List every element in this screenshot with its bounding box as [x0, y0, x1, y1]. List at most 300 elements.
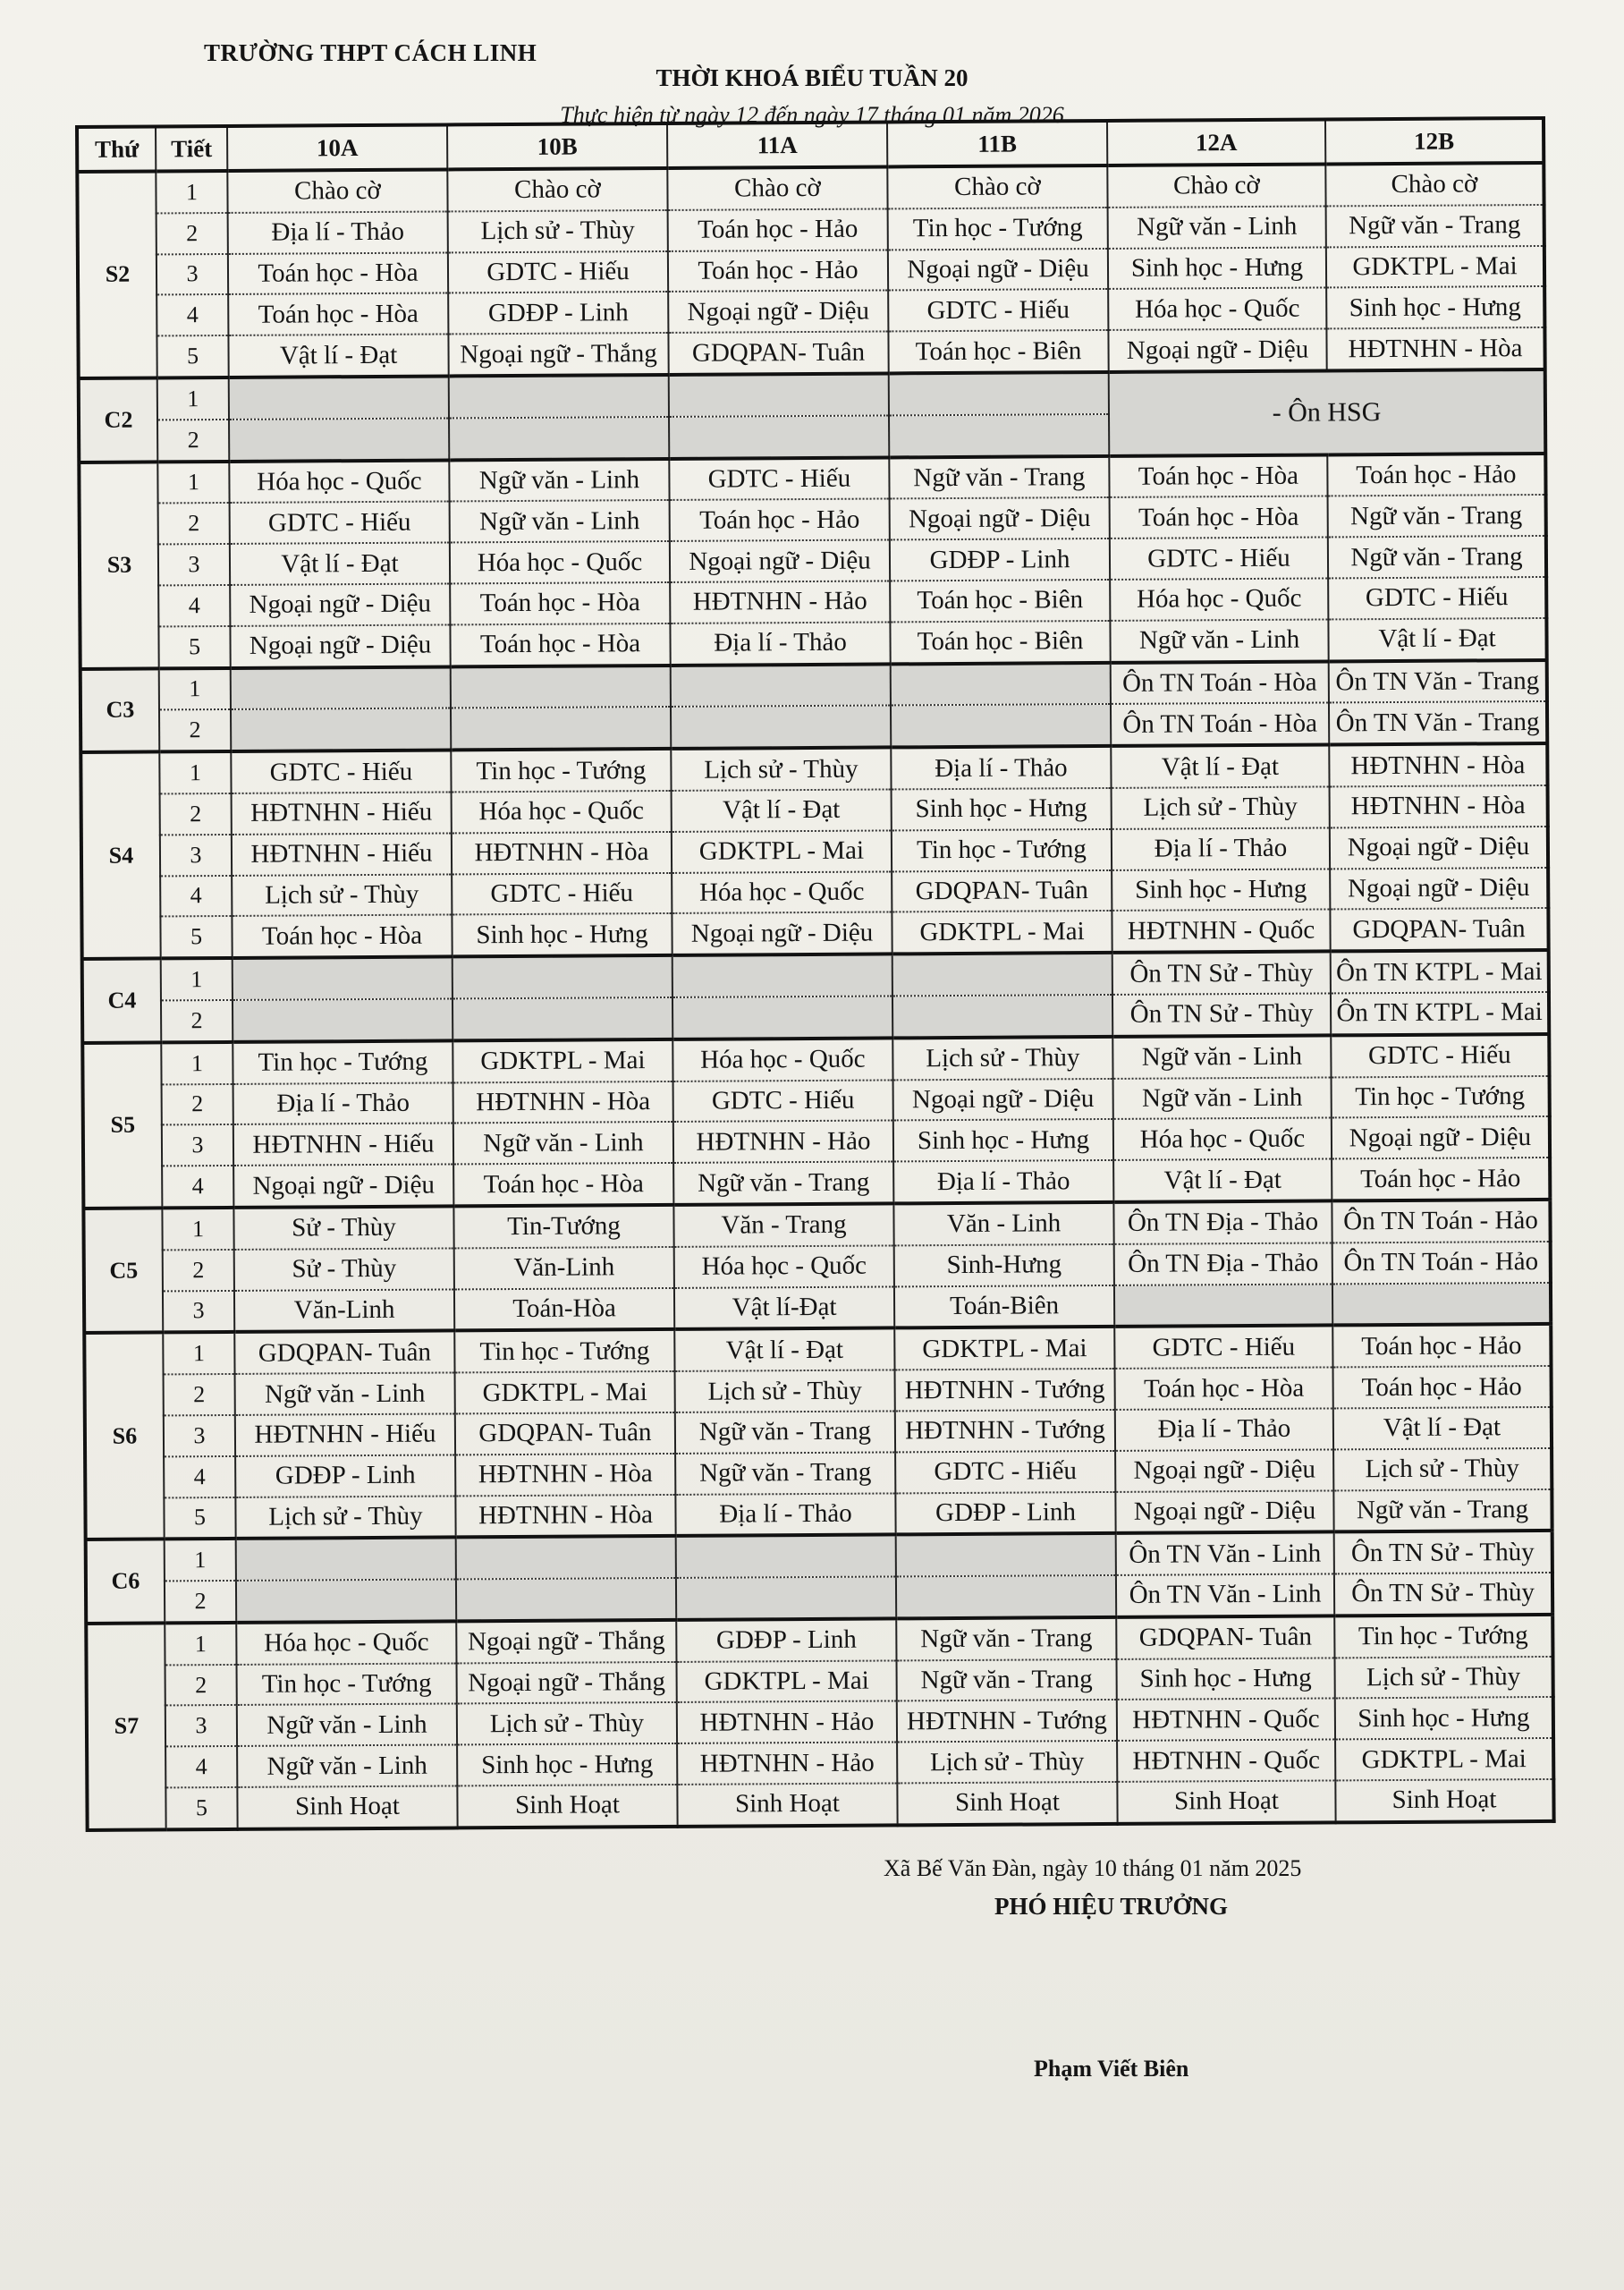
- lesson-cell: Sinh học - Hưng: [1326, 286, 1544, 328]
- lesson-cell: Ngữ văn - Trang: [675, 1452, 895, 1494]
- review-cell: Ôn TN Toán - Hòa: [1111, 661, 1329, 704]
- lesson-cell: HĐTNHN - Tướng: [897, 1700, 1117, 1742]
- lesson-cell: Ngoại ngữ - Diệu: [672, 912, 892, 955]
- lesson-cell: Sinh học - Hưng: [452, 913, 672, 956]
- lesson-cell: GDKTPL - Mai: [677, 1660, 897, 1702]
- empty-cell: [449, 417, 669, 460]
- lesson-cell: Địa lí - Thảo: [675, 1493, 895, 1536]
- lesson-cell: Toán học - Hòa: [228, 252, 448, 294]
- empty-cell: [453, 955, 672, 998]
- page-title: THỜI KHOÁ BIỂU TUẦN 20: [656, 64, 968, 91]
- lesson-cell: Toán học - Hòa: [1110, 496, 1328, 539]
- lesson-cell: GDKTPL - Mai: [1335, 1738, 1553, 1780]
- period-cell: 4: [165, 1746, 237, 1787]
- review-cell: Ôn TN Sử - Thùy: [1334, 1531, 1552, 1573]
- lesson-cell: GDQPAN- Tuân: [1116, 1616, 1334, 1658]
- lesson-cell: Toán học - Hòa: [450, 623, 670, 666]
- lesson-cell: HĐTNHN - Quốc: [1117, 1699, 1335, 1741]
- lesson-cell: Ngoại ngữ - Diệu: [1330, 868, 1548, 910]
- lesson-cell: Ngoại ngữ - Diệu: [1108, 329, 1326, 372]
- lesson-cell: GDĐP - Linh: [676, 1618, 896, 1661]
- lesson-cell: Hóa học - Quốc: [452, 791, 672, 833]
- review-cell: Ôn TN Toán - Hòa: [1111, 703, 1329, 746]
- day-label-s4: S4: [80, 752, 160, 960]
- period-cell: 5: [165, 1787, 237, 1829]
- signature-place-date: Xã Bế Văn Đàn, ngày 10 tháng 01 năm 2025: [884, 1855, 1302, 1881]
- lesson-cell: HĐTNHN - Hòa: [1326, 327, 1544, 370]
- lesson-cell: Toán học - Biên: [890, 580, 1110, 622]
- lesson-cell: Tin học - Tướng: [1334, 1615, 1552, 1658]
- period-cell: 1: [163, 1332, 234, 1374]
- empty-cell: [671, 706, 891, 749]
- lesson-cell: Địa lí - Thảo: [670, 622, 890, 665]
- lesson-cell: Sinh-Hưng: [894, 1244, 1114, 1286]
- lesson-cell: Toán học - Hảo: [1327, 454, 1545, 496]
- signer-role: PHÓ HIỆU TRƯỞNG: [994, 1893, 1229, 1920]
- period-cell: 1: [159, 668, 231, 710]
- lesson-cell: Tin học - Tướng: [451, 749, 671, 792]
- period-cell: 3: [160, 835, 232, 876]
- lesson-cell: Ngoại ngữ - Diệu: [1332, 1116, 1550, 1158]
- lesson-cell: Ngữ văn - Trang: [1328, 495, 1546, 537]
- empty-cell: [672, 954, 892, 997]
- lesson-cell: Vật lí - Đạt: [1113, 1159, 1332, 1202]
- period-cell: 2: [158, 503, 230, 544]
- lesson-cell: Ngữ văn - Linh: [1110, 619, 1328, 662]
- period-cell: 2: [161, 1000, 233, 1042]
- lesson-cell: Sinh học - Hưng: [892, 788, 1112, 830]
- review-cell: Ôn TN Sử - Thùy: [1112, 952, 1331, 995]
- period-cell: 2: [165, 1581, 236, 1623]
- lesson-cell: GDTC - Hiếu: [669, 457, 889, 500]
- lesson-cell: HĐTNHN - Hòa: [453, 1081, 673, 1123]
- period-cell: 1: [165, 1623, 236, 1665]
- signer-name: Phạm Viết Biên: [1034, 2056, 1189, 2082]
- review-cell: Ôn TN Văn - Trang: [1329, 701, 1547, 744]
- lesson-cell: Địa lí - Thảo: [228, 211, 448, 253]
- lesson-cell: Sinh Hoạt: [237, 1786, 457, 1829]
- period-cell: 1: [157, 377, 229, 420]
- empty-cell: [669, 415, 889, 458]
- lesson-cell: Sinh Hoạt: [1335, 1779, 1553, 1822]
- period-cell: 2: [156, 213, 228, 254]
- period-cell: 4: [160, 875, 232, 916]
- lesson-cell: HĐTNHN - Hảo: [677, 1743, 897, 1785]
- lesson-cell: Ngữ văn - Trang: [673, 1162, 893, 1205]
- lesson-cell: Vật lí - Đạt: [674, 1328, 894, 1371]
- period-cell: 5: [158, 626, 230, 668]
- review-cell: Ôn TN Sử - Thùy: [1334, 1573, 1552, 1616]
- col-header-10b: 10B: [447, 123, 667, 170]
- timetable-wrapper: [75, 116, 1552, 1832]
- lesson-cell: Sinh học - Hưng: [1108, 247, 1326, 289]
- lesson-cell: Tin học - Tướng: [233, 1040, 453, 1083]
- lesson-cell: Sinh học - Hưng: [1112, 869, 1330, 911]
- period-cell: 2: [160, 793, 232, 835]
- lesson-cell: HĐTNHN - Hiếu: [233, 1124, 453, 1166]
- lesson-cell: Lịch sử - Thùy: [448, 210, 668, 252]
- period-cell: 3: [158, 544, 230, 585]
- period-cell: 3: [163, 1290, 234, 1332]
- period-cell: 4: [164, 1456, 235, 1497]
- col-header-11b: 11B: [887, 121, 1107, 167]
- lesson-cell: Toán học - Hòa: [228, 293, 448, 335]
- lesson-cell: Hóa học - Quốc: [672, 1038, 892, 1081]
- lesson-cell: Ngoại ngữ - Thắng: [456, 1620, 676, 1663]
- lesson-cell: GDQPAN- Tuân: [1330, 908, 1548, 951]
- lesson-cell: Toán học - Hảo: [668, 250, 888, 292]
- lesson-cell: Văn-Linh: [454, 1247, 674, 1289]
- lesson-cell: Lịch sử - Thùy: [892, 1037, 1112, 1080]
- day-label-c6: C6: [86, 1539, 165, 1624]
- lesson-cell: Lịch sử - Thùy: [1334, 1657, 1552, 1699]
- period-cell: 5: [156, 335, 228, 377]
- lesson-cell: Chào cờ: [1325, 163, 1544, 206]
- lesson-cell: Sinh Hoạt: [677, 1783, 897, 1826]
- lesson-cell: GDTC - Hiếu: [895, 1451, 1115, 1493]
- lesson-cell: Tin học - Tướng: [1332, 1075, 1550, 1117]
- empty-cell: [456, 1536, 676, 1579]
- lesson-cell: GDĐP - Linh: [895, 1491, 1115, 1534]
- period-cell: 1: [159, 751, 231, 793]
- lesson-cell: HĐTNHN - Hiếu: [232, 792, 452, 834]
- empty-cell: [889, 372, 1109, 415]
- lesson-cell: Ngữ văn - Trang: [1333, 1488, 1552, 1531]
- lesson-cell: Hóa học - Quốc: [236, 1621, 456, 1664]
- day-label-c2: C2: [79, 377, 158, 462]
- lesson-cell: Ngữ văn - Trang: [897, 1659, 1117, 1701]
- lesson-cell: GDQPAN- Tuân: [234, 1331, 454, 1374]
- empty-cell: [236, 1580, 456, 1623]
- lesson-cell: Hóa học - Quốc: [1113, 1118, 1332, 1160]
- day-label-c3: C3: [80, 668, 160, 752]
- lesson-cell: Chào cờ: [887, 165, 1107, 208]
- review-cell: Ôn TN KTPL - Mai: [1331, 950, 1549, 993]
- lesson-cell: Lịch sử - Thùy: [457, 1702, 677, 1744]
- review-cell: Ôn TN Văn - Linh: [1116, 1532, 1334, 1575]
- empty-cell: [676, 1535, 896, 1578]
- review-cell: Ôn TN Địa - Thảo: [1114, 1243, 1332, 1285]
- lesson-cell: Sinh Hoạt: [1117, 1781, 1335, 1824]
- lesson-cell: Vật lí - Đạt: [1111, 745, 1329, 788]
- empty-cell: [896, 1533, 1116, 1576]
- lesson-cell: Vật lí - Đạt: [1328, 618, 1546, 661]
- period-cell: 1: [162, 1208, 233, 1250]
- timetable: [75, 116, 1556, 1832]
- period-cell: 5: [160, 916, 232, 958]
- col-header-period: Tiết: [156, 126, 227, 171]
- lesson-cell: Hóa học - Quốc: [450, 541, 670, 583]
- empty-cell: [449, 375, 669, 418]
- empty-cell: [229, 376, 449, 419]
- lesson-cell: Ngữ văn - Linh: [1108, 206, 1326, 248]
- lesson-cell: Toán học - Biên: [888, 330, 1108, 373]
- lesson-cell: GDTC - Hiếu: [1114, 1326, 1332, 1369]
- lesson-cell: Ngữ văn - Trang: [1328, 536, 1546, 578]
- lesson-cell: HĐTNHN - Hòa: [1330, 785, 1548, 827]
- empty-cell: [669, 373, 889, 416]
- period-cell: 1: [161, 958, 233, 1000]
- lesson-cell: Toán-Biên: [894, 1285, 1114, 1327]
- lesson-cell: GDKTPL - Mai: [672, 830, 892, 872]
- lesson-cell: GDTC - Hiếu: [1110, 538, 1328, 580]
- lesson-cell: Sinh Hoạt: [897, 1782, 1117, 1825]
- empty-cell: [671, 664, 891, 707]
- empty-cell: [672, 996, 892, 1039]
- lesson-cell: HĐTNHN - Hảo: [670, 581, 890, 623]
- lesson-cell: Sinh học - Hưng: [457, 1743, 677, 1785]
- lesson-cell: Ngoại ngữ - Thắng: [457, 1662, 677, 1704]
- lesson-cell: Ngoại ngữ - Diệu: [888, 249, 1108, 291]
- lesson-cell: HĐTNHN - Hảo: [673, 1121, 893, 1163]
- lesson-cell: Vật lí - Đạt: [672, 789, 892, 831]
- lesson-cell: Chào cờ: [227, 169, 447, 212]
- lesson-cell: GDKTPL - Mai: [455, 1371, 675, 1413]
- lesson-cell: GDQPAN- Tuân: [892, 869, 1112, 912]
- day-label-s3: S3: [79, 462, 158, 669]
- lesson-cell: Toán học - Hảo: [670, 499, 890, 541]
- lesson-cell: Sử - Thùy: [234, 1248, 454, 1290]
- col-header-day: Thứ: [77, 126, 156, 172]
- lesson-cell: Ngoại ngữ - Diệu: [230, 583, 450, 625]
- lesson-cell: HĐTNHN - Hiếu: [235, 1413, 455, 1455]
- lesson-cell: HĐTNHN - Hòa: [452, 832, 672, 874]
- lesson-cell: Ngữ văn - Trang: [889, 456, 1109, 499]
- period-cell: 5: [164, 1497, 235, 1539]
- period-cell: 2: [165, 1665, 237, 1706]
- lesson-cell: Sinh học - Hưng: [893, 1119, 1113, 1161]
- lesson-cell: Lịch sử - Thùy: [897, 1741, 1117, 1783]
- lesson-cell: Văn-Linh: [234, 1289, 454, 1332]
- lesson-cell: Ngoại ngữ - Diệu: [1115, 1490, 1333, 1533]
- lesson-cell: Sinh học - Hưng: [1116, 1658, 1334, 1700]
- lesson-cell: GDTC - Hiếu: [1331, 1034, 1549, 1077]
- lesson-cell: HĐTNHN - Hòa: [455, 1494, 675, 1537]
- lesson-cell: Sử - Thùy: [233, 1206, 453, 1249]
- col-header-10a: 10A: [227, 124, 447, 171]
- lesson-cell: Chào cờ: [447, 168, 667, 211]
- empty-cell: [891, 663, 1111, 706]
- empty-cell: [231, 666, 451, 709]
- lesson-cell: Toán-Hòa: [454, 1287, 674, 1330]
- lesson-cell: Ngoại ngữ - Diệu: [1115, 1449, 1333, 1491]
- empty-cell: [892, 953, 1112, 996]
- lesson-cell: Hóa học - Quốc: [1110, 578, 1328, 620]
- lesson-cell: Tin học - Tướng: [454, 1329, 674, 1372]
- period-cell: 3: [156, 254, 228, 295]
- lesson-cell: GDQPAN- Tuân: [668, 332, 888, 375]
- period-cell: 2: [163, 1250, 234, 1291]
- empty-cell: [896, 1575, 1116, 1618]
- lesson-cell: GDĐP - Linh: [448, 292, 668, 334]
- lesson-cell: Vật lí - Đạt: [230, 543, 450, 585]
- lesson-cell: Toán học - Hòa: [450, 582, 670, 624]
- lesson-cell: GDTC - Hiếu: [230, 502, 450, 544]
- school-name: TRƯỜNG THPT CÁCH LINH: [204, 39, 537, 66]
- lesson-cell: Địa lí - Thảo: [891, 746, 1111, 789]
- lesson-cell: Văn - Trang: [673, 1203, 893, 1246]
- period-cell: 4: [156, 294, 228, 335]
- lesson-cell: Ngoại ngữ - Diệu: [233, 1165, 453, 1208]
- lesson-cell: Ngữ văn - Trang: [1326, 205, 1544, 247]
- day-label-s7: S7: [86, 1623, 165, 1830]
- table-row: [79, 369, 1545, 420]
- period-cell: 3: [164, 1415, 235, 1456]
- lesson-cell: Tin học - Tướng: [888, 208, 1108, 250]
- day-label-s6: S6: [84, 1333, 164, 1540]
- period-cell: 2: [159, 709, 231, 751]
- empty-cell: [892, 995, 1112, 1038]
- lesson-cell: Hóa học - Quốc: [1108, 288, 1326, 330]
- lesson-cell: Ngoại ngữ - Diệu: [1330, 827, 1548, 869]
- col-header-11a: 11A: [667, 122, 887, 168]
- lesson-cell: HĐTNHN - Quốc: [1112, 910, 1330, 953]
- lesson-cell: GDTC - Hiếu: [448, 251, 668, 293]
- lesson-cell: Toán học - Hòa: [232, 915, 452, 958]
- day-label-s2: S2: [77, 171, 156, 378]
- lesson-cell: Toán học - Hòa: [453, 1163, 673, 1206]
- review-cell: Ôn TN Văn - Linh: [1116, 1574, 1334, 1617]
- lesson-cell: Ngữ văn - Linh: [453, 1122, 673, 1164]
- lesson-cell: Sinh học - Hưng: [1335, 1697, 1553, 1739]
- lesson-cell: Toán học - Hảo: [1333, 1366, 1552, 1408]
- lesson-cell: Ngữ văn - Trang: [675, 1411, 895, 1453]
- lesson-cell: Toán học - Biên: [890, 621, 1110, 664]
- day-label-s5: S5: [82, 1042, 162, 1209]
- lesson-cell: Văn - Linh: [893, 1202, 1113, 1245]
- empty-cell: [451, 666, 671, 708]
- lesson-cell: Địa lí - Thảo: [1115, 1408, 1333, 1450]
- lesson-cell: Lịch sử - Thùy: [232, 874, 452, 916]
- period-cell: 4: [162, 1166, 233, 1208]
- lesson-cell: Hóa học - Quốc: [229, 460, 449, 503]
- lesson-cell: Vật lí-Đạt: [674, 1286, 894, 1329]
- lesson-cell: Ngoại ngữ - Diệu: [670, 540, 890, 582]
- empty-cell: [1114, 1284, 1332, 1327]
- lesson-cell: Ngữ văn - Linh: [449, 459, 669, 502]
- col-header-12b: 12B: [1325, 118, 1544, 164]
- period-cell: 1: [157, 462, 229, 504]
- lesson-cell: Lịch sử - Thùy: [671, 748, 891, 791]
- empty-cell: [236, 1538, 456, 1581]
- table-row: [87, 1779, 1553, 1830]
- period-cell: 1: [161, 1042, 233, 1084]
- lesson-cell: GDTC - Hiếu: [673, 1080, 893, 1122]
- lesson-cell: Ngữ văn - Linh: [237, 1745, 457, 1787]
- lesson-cell: HĐTNHN - Quốc: [1117, 1740, 1335, 1782]
- empty-cell: [453, 997, 672, 1040]
- lesson-cell: GDĐP - Linh: [235, 1455, 455, 1497]
- lesson-cell: Toán học - Hảo: [668, 208, 888, 250]
- lesson-cell: Toán học - Hòa: [1115, 1368, 1333, 1410]
- lesson-cell: Chào cờ: [667, 166, 887, 209]
- period-cell: 2: [157, 420, 229, 462]
- review-cell: Ôn TN Toán - Hảo: [1332, 1200, 1550, 1243]
- lesson-cell: Ngoại ngữ - Diệu: [890, 497, 1110, 539]
- period-cell: 3: [165, 1705, 237, 1746]
- empty-cell: [233, 957, 453, 1000]
- lesson-cell: GDTC - Hiếu: [1328, 577, 1546, 619]
- lesson-cell: HĐTNHN - Hòa: [1329, 743, 1547, 786]
- lesson-cell: GDQPAN- Tuân: [455, 1412, 675, 1455]
- lesson-cell: Ngữ văn - Linh: [450, 500, 670, 542]
- lesson-cell: Lịch sử - Thùy: [1333, 1448, 1552, 1490]
- review-cell: Ôn TN Địa - Thảo: [1113, 1200, 1332, 1243]
- lesson-cell: Hóa học - Quốc: [674, 1245, 894, 1287]
- review-cell: Ôn TN Sử - Thùy: [1112, 993, 1331, 1036]
- empty-cell: [676, 1577, 896, 1620]
- timetable-body: [77, 163, 1553, 1830]
- lesson-cell: Tin học - Tướng: [892, 829, 1112, 871]
- lesson-cell: GDKTPL - Mai: [453, 1039, 672, 1082]
- lesson-cell: Vật lí - Đạt: [1333, 1407, 1552, 1449]
- lesson-cell: GDĐP - Linh: [890, 539, 1110, 581]
- lesson-cell: Ngoại ngữ - Diệu: [668, 291, 888, 333]
- lesson-cell: GDKTPL - Mai: [892, 911, 1112, 954]
- day-label-c4: C4: [82, 959, 162, 1043]
- lesson-cell: Ngoại ngữ - Diệu: [230, 624, 450, 667]
- lesson-cell: Chào cờ: [1107, 164, 1325, 207]
- lesson-cell: Lịch sử - Thùy: [235, 1496, 455, 1539]
- lesson-cell: HĐTNHN - Hảo: [677, 1701, 897, 1743]
- lesson-cell: GDTC - Hiếu: [231, 751, 451, 793]
- empty-cell: [889, 414, 1109, 457]
- lesson-cell: Địa lí - Thảo: [1112, 827, 1330, 869]
- lesson-cell: Hóa học - Quốc: [672, 871, 892, 913]
- empty-cell: [233, 998, 453, 1041]
- lesson-cell: Toán học - Hòa: [1109, 454, 1327, 497]
- empty-cell: [1332, 1282, 1551, 1325]
- review-cell: Ôn TN Toán - Hảo: [1332, 1242, 1551, 1284]
- day-label-c5: C5: [83, 1208, 163, 1333]
- empty-cell: [229, 418, 449, 461]
- empty-cell: [231, 708, 451, 751]
- lesson-cell: GDTC - Hiếu: [452, 872, 672, 914]
- lesson-cell: Tin-Tướng: [453, 1205, 673, 1248]
- lesson-cell: HĐTNHN - Tướng: [895, 1410, 1115, 1452]
- lesson-cell: GDKTPL - Mai: [894, 1327, 1114, 1370]
- lesson-cell: Ngữ văn - Linh: [235, 1373, 455, 1415]
- lesson-cell: Ngữ văn - Trang: [896, 1617, 1116, 1660]
- review-cell: Ôn TN Văn - Trang: [1329, 660, 1547, 703]
- lesson-cell: Ngữ văn - Linh: [237, 1704, 457, 1746]
- lesson-cell: Lịch sử - Thùy: [1112, 786, 1330, 828]
- lesson-cell: Tin học - Tướng: [237, 1663, 457, 1705]
- lesson-cell: HĐTNHN - Hòa: [455, 1454, 675, 1496]
- lesson-cell: HĐTNHN - Tướng: [895, 1369, 1115, 1411]
- lesson-cell: Địa lí - Thảo: [233, 1082, 453, 1124]
- lesson-cell: Vật lí - Đạt: [228, 335, 448, 377]
- lesson-cell: Ngoại ngữ - Thắng: [448, 333, 668, 376]
- lesson-cell: Ngữ văn - Linh: [1113, 1077, 1332, 1119]
- lesson-cell: Địa lí - Thảo: [893, 1160, 1113, 1203]
- period-cell: 1: [156, 171, 227, 213]
- hsg-review-cell: - Ôn HSG: [1109, 369, 1546, 456]
- period-cell: 2: [162, 1083, 233, 1124]
- empty-cell: [456, 1578, 676, 1621]
- period-cell: 3: [162, 1124, 233, 1166]
- col-header-12a: 12A: [1107, 119, 1325, 165]
- lesson-cell: Sinh Hoạt: [457, 1785, 677, 1828]
- period-cell: 2: [164, 1374, 235, 1415]
- period-cell: 1: [165, 1539, 236, 1581]
- period-cell: 4: [158, 585, 230, 626]
- lesson-cell: Ngoại ngữ - Diệu: [893, 1078, 1113, 1120]
- lesson-cell: GDKTPL - Mai: [1326, 246, 1544, 288]
- date-range-subtitle: Thực hiện từ ngày 12 đến ngày 17 tháng 01 năm 2026: [560, 102, 1064, 128]
- lesson-cell: Toán học - Hảo: [1332, 1324, 1551, 1367]
- lesson-cell: GDTC - Hiếu: [888, 289, 1108, 331]
